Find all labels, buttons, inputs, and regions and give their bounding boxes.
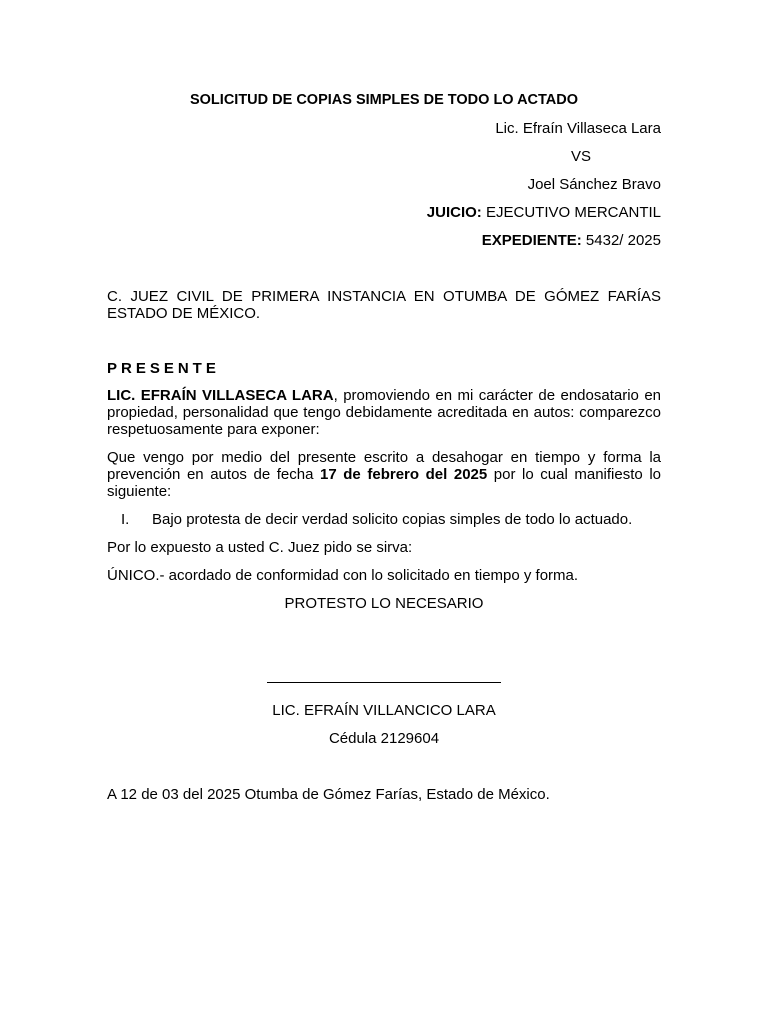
promovente-name: LIC. EFRAÍN VILLASECA LARA <box>107 387 334 404</box>
expediente-label: EXPEDIENTE: <box>481 232 582 249</box>
list-item-text: Bajo protesta de decir verdad solicito copias simples de todo lo actuado. <box>152 511 633 528</box>
document-body <box>107 92 661 803</box>
expediente-value: 5432/ 2025 <box>581 232 661 249</box>
paragraph-prevencion-start: Que vengo por medio del presente escrito a desahogar en tiempo y forma la prevención en autos de fecha <box>107 449 661 483</box>
juicio-label: JUICIO: <box>426 204 482 221</box>
expediente-line <box>107 232 661 249</box>
party-defendant: Joel Sánchez Bravo <box>527 176 661 193</box>
paragraph-prevencion-end: por lo cual manifiesto lo siguiente: <box>107 466 661 500</box>
date-place: A 12 de 03 del 2025 Otumba de Gómez Farías, Estado de México. <box>107 786 550 803</box>
juicio-value: EJECUTIVO MERCANTIL <box>481 204 661 221</box>
signature-name: LIC. EFRAÍN VILLANCICO LARA <box>272 702 496 719</box>
versus-label: VS <box>570 148 591 165</box>
juicio-line <box>107 204 661 221</box>
paragraph-intro-text: , promoviendo en mi carácter de endosatario en propiedad, personalidad que tengo debidamente acreditada en autos: comparezco respetuosamente para exponer: <box>107 387 662 438</box>
list-item-number: I. <box>121 511 130 528</box>
paragraph-prevencion <box>107 449 661 500</box>
party-plaintiff: Lic. Efraín Villaseca Lara <box>495 120 661 137</box>
petition-intro: Por lo expuesto a usted C. Juez pido se sirva: <box>107 539 413 556</box>
petition-unico: ÚNICO.- acordado de conformidad con lo solicitado en tiempo y forma. <box>107 567 579 584</box>
protesto-line: PROTESTO LO NECESARIO <box>284 595 484 612</box>
presente-heading: PRESENTE <box>107 360 220 377</box>
cedula: Cédula 2129604 <box>328 730 440 747</box>
addressee: C. JUEZ CIVIL DE PRIMERA INSTANCIA EN OTUMBA DE GÓMEZ FARÍAS ESTADO DE MÉXICO. <box>107 288 661 322</box>
list-item <box>107 511 661 528</box>
prevencion-date: 17 de febrero del 2025 <box>320 466 488 483</box>
document-title: SOLICITUD DE COPIAS SIMPLES DE TODO LO ACTADO <box>189 92 579 108</box>
paragraph-intro <box>107 387 661 438</box>
signature-line <box>267 682 501 683</box>
